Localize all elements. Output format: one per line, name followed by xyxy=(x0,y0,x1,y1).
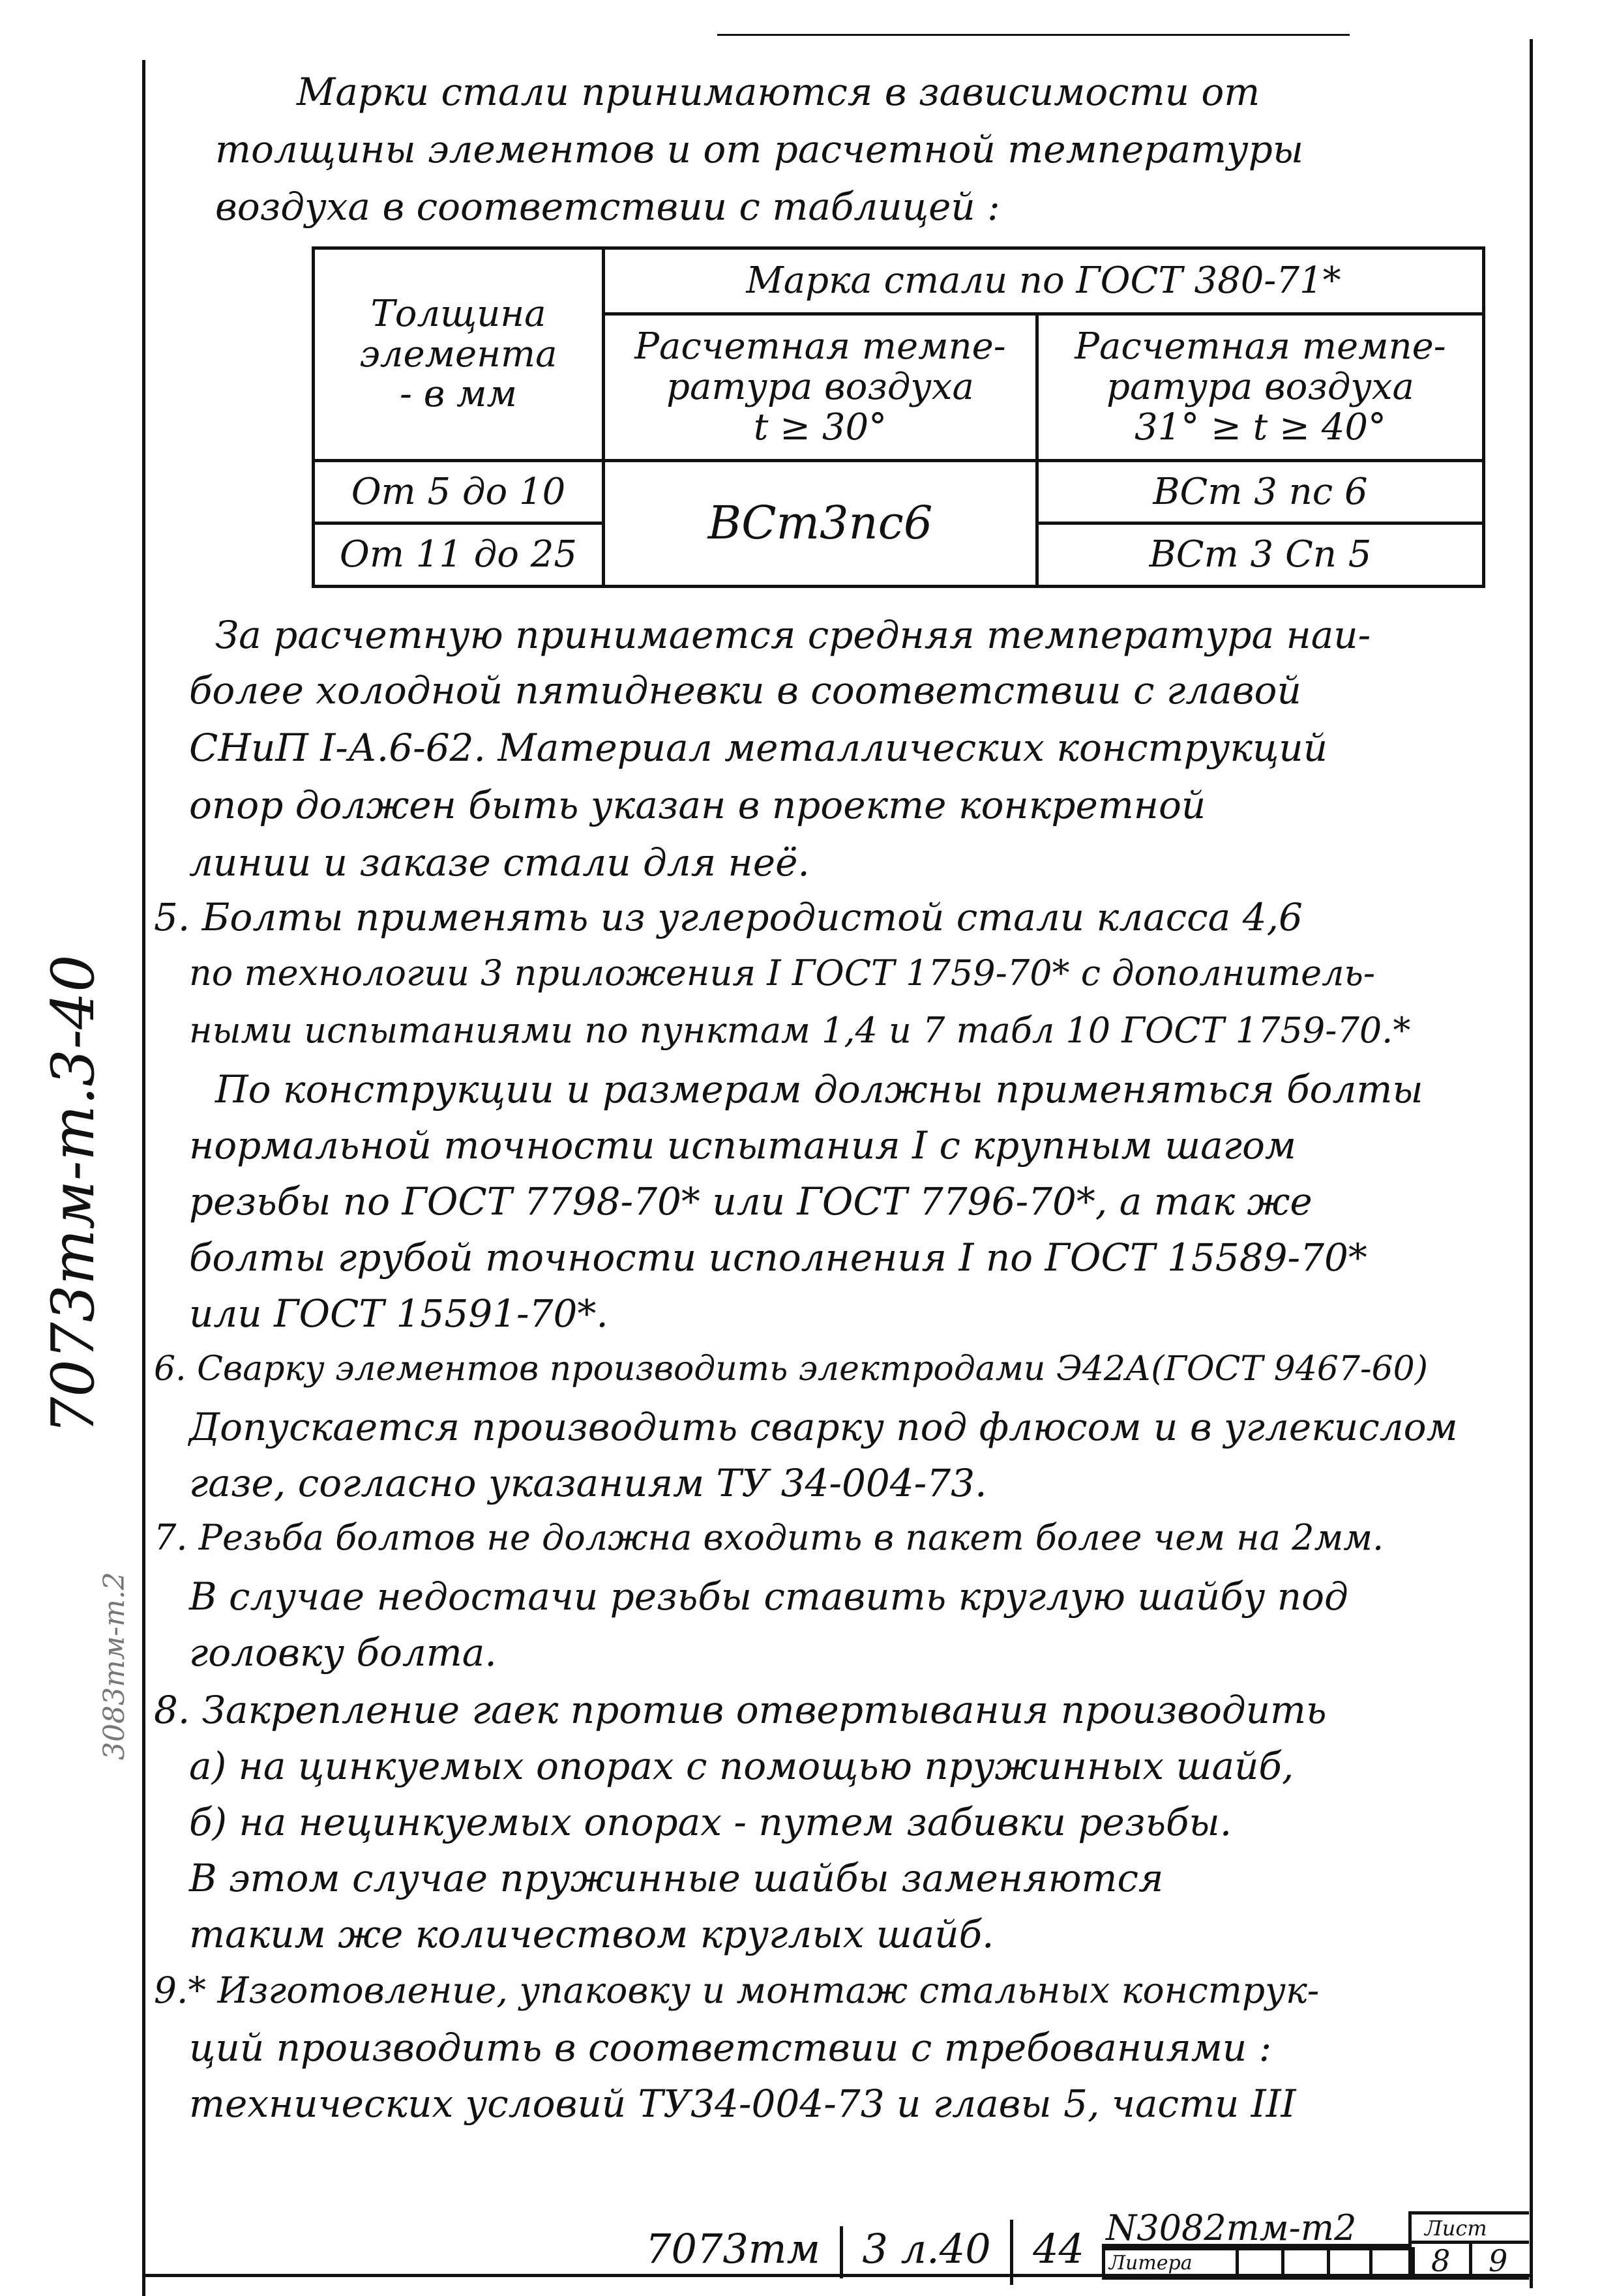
item9-line-3: технических условий ТУ34-004-73 и главы 5, части III xyxy=(189,2082,1296,2126)
item5-line-5: нормальной точности испытания I с крупным шагом xyxy=(189,1123,1296,1168)
footer-ref-code: 7073тм xyxy=(645,2225,820,2273)
frame-top-mark xyxy=(717,34,1350,36)
intro-line-3: воздуха в соответствии с таблицей : xyxy=(215,184,1000,229)
row-grade-40-1: ВСт 3 пс 6 xyxy=(1037,460,1484,523)
footer-ref-sheet: 3 л.40 xyxy=(862,2225,991,2273)
item8-line-4: В этом случае пружинные шайбы заменяются xyxy=(189,1856,1164,1900)
item5-line-6: резьбы по ГОСТ 7798-70* или ГОСТ 7796-70*, а так же xyxy=(189,1179,1313,1224)
temp-line-4: опор должен быть указан в проекте конкретной xyxy=(189,783,1206,827)
header-temp-30-line-3: t ≥ 30° xyxy=(753,405,887,449)
stamp-litera-cell-2 xyxy=(1281,2250,1284,2276)
header-thickness-line-3: - в мм xyxy=(400,373,517,416)
item5-line-3: ными испытаниями по пунктам 1,4 и 7 табл 10 ГОСТ 1759-70.* xyxy=(189,1010,1411,1051)
row-thickness-2: От 11 до 25 xyxy=(314,523,604,587)
footer-divider-2 xyxy=(1010,2220,1013,2285)
header-thickness-line-1: Толщина xyxy=(370,293,546,336)
temp-line-5: линии и заказе стали для неё. xyxy=(189,840,810,885)
item7-line-1: 7. Резьба болтов не должна входить в пакет более чем на 2мм. xyxy=(154,1517,1384,1558)
header-temp-40-line-2: ратура воздуха xyxy=(1106,365,1414,408)
frame-right-border xyxy=(1530,39,1533,2288)
stamp-sheet-number: 8 xyxy=(1431,2243,1451,2278)
temp-line-1: За расчетную принимается средняя температура наи- xyxy=(215,613,1371,657)
item6-line-1: 6. Сварку элементов производить электродами Э42А(ГОСТ 9467-60) xyxy=(154,1349,1428,1389)
footer-divider-1 xyxy=(840,2226,843,2278)
header-temp-30-line-1: Расчетная темпе- xyxy=(634,325,1006,368)
temp-line-2: более холодной пятидневки в соответствии с главой xyxy=(189,668,1301,713)
item6-line-2: Допускается производить сварку под флюсом и в углекислом xyxy=(189,1405,1458,1449)
footer-ref-number: 44 xyxy=(1033,2225,1084,2273)
header-steel-grade: Марка стали по ГОСТ 380-71* xyxy=(604,248,1484,314)
item8-line-3: б) на нецинкуемых опорах - путем забивки резьбы. xyxy=(189,1800,1232,1844)
header-thickness-line-2: элемента xyxy=(359,332,557,375)
intro-line-2: толщины элементов и от расчетной температуры xyxy=(215,127,1304,171)
header-thickness xyxy=(314,248,604,461)
row-grade-30-merged: ВСт3пс6 xyxy=(604,460,1037,586)
row-thickness-1: От 5 до 10 xyxy=(314,460,604,523)
stamp-sheet-label: Лист xyxy=(1425,2216,1487,2241)
item5-line-1: 5. Болты применять из углеродистой стали класса 4,6 xyxy=(154,895,1303,939)
header-temp-40-line-1: Расчетная темпе- xyxy=(1075,325,1446,368)
item5-line-8: или ГОСТ 15591-70*. xyxy=(189,1291,608,1336)
side-note-faint: 3083тм-т.2 xyxy=(98,1572,131,1760)
header-temp-40-line-3: 31° ≥ t ≥ 40° xyxy=(1134,405,1387,449)
stamp-doc-number-box xyxy=(1102,2207,1408,2248)
item8-line-2: а) на цинкуемых опорах с помощью пружинных шайб, xyxy=(189,1744,1294,1788)
side-note-vertical: 7073тм-т.3-40 xyxy=(39,954,108,1434)
stamp-doc-number: N3082тм-т2 xyxy=(1106,2207,1357,2248)
item7-line-3: головку болта. xyxy=(189,1630,497,1675)
stamp-litera-label: Литера xyxy=(1109,2252,1193,2274)
intro-line-1: Марки стали принимаются в зависимости от xyxy=(297,70,1260,114)
item5-line-7: болты грубой точности исполнения I по ГОСТ 15589-70* xyxy=(189,1235,1367,1280)
item8-line-5: таким же количеством круглых шайб. xyxy=(189,1912,994,1956)
temp-line-3: СНиП I-А.6-62. Материал металлических конструкций xyxy=(189,726,1328,770)
stamp-litera-box xyxy=(1102,2247,1415,2280)
header-temp-40 xyxy=(1037,314,1484,460)
steel-grade-table xyxy=(312,246,1485,588)
stamp-sheet-mid xyxy=(1469,2241,1472,2276)
footer-handwritten-ref xyxy=(645,2220,1084,2285)
stamp-total-sheets: 9 xyxy=(1489,2243,1508,2278)
item5-line-4: По конструкции и размерам должны применяться болты xyxy=(215,1067,1423,1111)
item8-line-1: 8. Закрепление гаек против отвертывания производить xyxy=(154,1688,1327,1732)
header-temp-30 xyxy=(604,314,1037,460)
item6-line-3: газе, согласно указаниям ТУ 34-004-73. xyxy=(189,1461,987,1505)
item9-line-1: 9.* Изготовление, упаковку и монтаж стальных конструк- xyxy=(154,1969,1320,2011)
stamp-litera-cell-1 xyxy=(1236,2250,1239,2276)
row-grade-40-2: ВСт 3 Сп 5 xyxy=(1037,523,1484,587)
stamp-litera-cell-4 xyxy=(1369,2250,1372,2276)
frame-left-border xyxy=(142,60,145,2296)
item9-line-2: ций производить в соответствии с требованиями : xyxy=(189,2025,1272,2070)
item7-line-2: В случае недостачи резьбы ставить круглую шайбу под xyxy=(189,1574,1348,1619)
stamp-litera-cell-3 xyxy=(1327,2250,1330,2276)
stamp-sheet-box xyxy=(1408,2211,1529,2280)
item5-line-2: по технологии 3 приложения I ГОСТ 1759-70* с дополнитель- xyxy=(189,952,1376,993)
header-temp-30-line-2: ратура воздуха xyxy=(666,365,974,408)
